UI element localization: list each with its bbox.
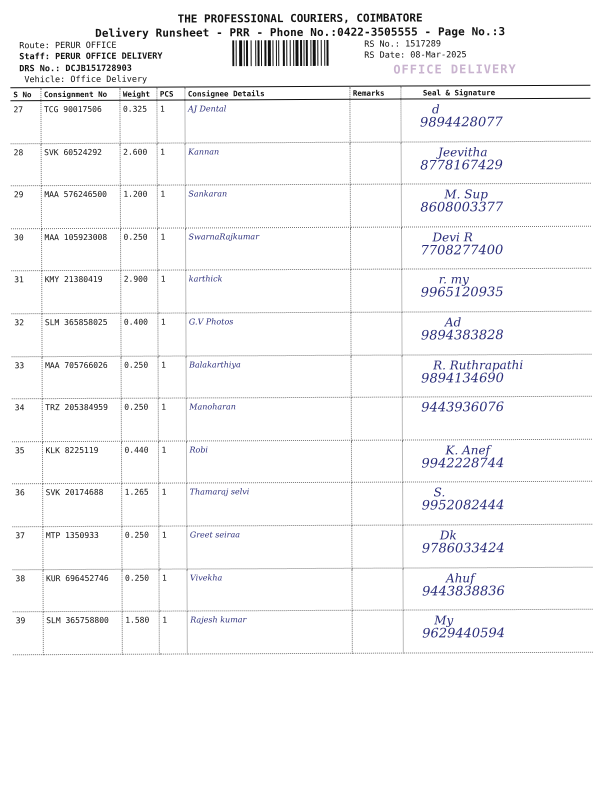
remarks-cell [350,312,401,355]
recipient-phone: 9894428077 [420,115,503,131]
signature-cell [400,98,590,141]
sno-cell: 37 [12,527,42,570]
remarks-cell [351,355,402,398]
recipient-phone: 8778167429 [420,157,503,174]
sno-cell: 38 [12,569,42,612]
weight-cell: 0.250 [121,526,158,569]
barcode-bar [317,40,318,66]
table-row [11,269,591,314]
consignee-name: Thamaraj selvi [186,483,351,526]
pcs-cell: 1 [158,398,186,441]
barcode-bar [306,40,308,66]
consignee-name: Sankaran [185,184,350,227]
pcs-cell: 1 [156,100,184,143]
barcode-bar [257,40,259,66]
recipient-phone: 9965120935 [420,285,504,301]
drs-number: DRS No.: DCJB151728903 [19,63,132,75]
barcode-bar [303,40,304,66]
rs-date: RS Date: 08-Mar-2025 [364,50,467,61]
consignment-number: MAA 105923008 [41,228,120,271]
pcs-cell: 1 [157,270,185,313]
signature-cell [401,141,591,184]
barcode-image [232,40,360,67]
recipient-phone: 9894383828 [420,328,504,344]
signature-scribble: My [434,613,454,628]
remarks-cell [350,227,401,270]
weight-cell: 2.900 [120,271,157,314]
weight-cell: 2.600 [120,143,157,186]
barcode-bar [293,40,294,66]
signature-scribble: K. Anef [445,442,491,458]
table-row [12,439,592,484]
remarks-cell [351,397,402,440]
consignment-number: TRZ 205384959 [42,398,121,441]
col-header-pcs: PCS [156,87,184,100]
table-row [10,98,590,143]
barcode-bar [232,40,234,66]
consignment-number: SVK 20174688 [42,484,121,527]
company-title: THE PROFESSIONAL COURIERS, COIMBATORE [177,11,423,26]
col-header-weight: Weight [119,87,156,100]
signature-scribble: Ad [444,315,462,330]
signature-cell [403,609,593,652]
consignee-name: Kannan [185,142,350,185]
barcode-bar [321,40,322,66]
barcode-bar [295,40,298,66]
consignee-name: Vivekha [186,568,351,611]
barcode-bar [300,40,302,66]
col-header-remarks: Remarks [349,86,400,99]
consignment-number: KMY 21380419 [41,271,120,314]
consignee-name: Greet seiraa [186,525,351,568]
barcode-bar [286,40,287,66]
table-row [12,567,592,612]
barcode-bar [246,40,248,66]
recipient-phone: 9894134690 [421,370,504,387]
signature-cell [402,354,592,397]
pcs-cell: 1 [157,185,185,228]
col-header-signature: Seal & Signature [400,85,590,99]
barcode-bar [255,40,256,66]
table-row [12,396,592,441]
signature-cell [401,311,591,354]
signature-scribble: S. [433,485,446,500]
signature-scribble: Devi R [432,230,473,245]
sno-cell: 35 [12,441,42,484]
consignment-number: MTP 1350933 [42,526,121,569]
weight-cell: 1.200 [120,185,157,228]
pcs-cell: 1 [159,611,187,654]
barcode-bar [264,40,266,66]
barcode-bar [283,40,285,66]
table-row [11,311,591,356]
signature-scribble: d [431,102,440,117]
barcode-bar [310,40,311,66]
signature-cell [402,524,592,567]
consignment-number: TCG 90017506 [40,100,119,143]
signature-scribble: M. Sup [444,187,488,202]
sno-cell: 39 [13,612,43,655]
barcode-bar [251,40,252,66]
table-row [12,482,592,527]
recipient-phone: 9952082444 [421,498,505,514]
remarks-cell [350,269,401,312]
signature-cell [402,439,592,482]
barcode-bar [236,40,237,66]
weight-cell: 0.250 [121,569,158,612]
table-row [13,609,593,654]
remarks-cell [352,610,403,653]
recipient-phone: 9443838836 [422,583,505,600]
sno-cell: 29 [11,186,41,229]
consignment-number: MAA 576246500 [41,185,120,228]
remarks-cell [351,482,402,525]
table-row [12,354,592,399]
consignee-name: SwarnaRajkumar [185,227,350,270]
col-header-consignee: Consignee Details [184,86,349,100]
barcode-bar [268,40,271,66]
consignee-name: AJ Dental [184,99,349,142]
staff-label: Staff: PERUR OFFICE DELIVERY [19,51,163,63]
consignee-name: G.V Photos [185,312,350,355]
barcode-bar [313,40,316,66]
sno-cell: 36 [12,484,42,527]
recipient-phone: 9942228744 [421,455,505,472]
pcs-cell: 1 [158,441,186,484]
barcode-bar [276,40,277,66]
barcode-bar [278,40,279,66]
barcode-bar [272,40,273,66]
signature-cell [401,226,591,269]
pcs-cell: 1 [158,356,186,399]
consignment-number: SLM 365758800 [43,611,122,654]
consignment-table [10,85,592,655]
pcs-cell: 1 [158,526,186,569]
sno-cell: 33 [12,356,42,399]
pcs-cell: 1 [158,483,186,526]
runsheet-title: Delivery Runsheet - PRR - Phone No.:0422-3505555 - Page No.:3 [95,25,506,40]
vehicle-label: Vehicle: Office Delivery [24,74,148,86]
table-row [11,226,591,271]
barcode-bar [261,40,262,66]
sno-cell: 34 [12,399,42,442]
signature-scribble: r. my [438,272,469,287]
consignment-number: KLK 8225119 [42,441,121,484]
signature-scribble: Dk [439,528,457,543]
pcs-cell: 1 [158,569,186,612]
table-row [11,141,591,186]
remarks-cell [351,525,402,568]
remarks-cell [351,568,402,611]
signature-scribble: Jeevitha [438,144,488,159]
weight-cell: 0.440 [121,441,158,484]
rs-number: RS No.: 1517289 [364,39,441,50]
delivery-stamp: OFFICE DELIVERY [393,62,517,77]
table-row [11,183,591,228]
sno-cell: 31 [11,271,41,314]
consignee-name: Robi [186,440,351,483]
consignee-name: Balakarthiya [186,355,351,398]
weight-cell: 0.325 [119,100,156,143]
pcs-cell: 1 [157,143,185,186]
recipient-phone: 7708277400 [420,242,504,259]
pcs-cell: 1 [157,313,185,356]
remarks-cell [349,99,400,142]
weight-cell: 0.400 [120,313,157,356]
signature-cell [402,396,592,439]
signature-cell [401,269,591,312]
consignee-name: karthick [185,270,350,313]
col-header-sno: S No [10,88,40,101]
recipient-phone: 9786033424 [421,541,505,557]
remarks-cell [350,142,401,185]
recipient-phone: 9629440594 [422,626,506,642]
signature-scribble: Ahuf [445,570,475,585]
remarks-cell [351,440,402,483]
sno-cell: 28 [11,143,41,186]
weight-cell: 0.250 [121,398,158,441]
remarks-cell [350,184,401,227]
barcode-bar [239,40,242,66]
consignee-name: Rajesh kumar [187,610,352,653]
signature-cell [402,482,592,525]
signature-cell [401,183,591,226]
barcode-bar [324,40,325,66]
sno-cell: 27 [10,101,40,144]
recipient-phone: 9443936076 [421,400,505,416]
signature-cell [402,567,592,610]
consignment-number: MAA 705766026 [42,356,121,399]
recipient-phone: 8608003377 [420,200,504,216]
weight-cell: 1.580 [122,611,159,654]
weight-cell: 1.265 [121,483,158,526]
table-row [12,524,592,569]
barcode-bar [244,40,245,66]
consignee-name: Manoharan [186,397,351,440]
barcode-bar [326,40,328,66]
consignment-number: KUR 696452746 [42,569,121,612]
route-label: Route: PERUR OFFICE [19,40,117,52]
col-header-consignment: Consignment No [40,87,119,100]
consignment-number: SVK 60524292 [41,143,120,186]
sno-cell: 32 [11,314,41,357]
barcode-bar [290,40,291,66]
consignment-number: SLM 365858025 [41,313,120,356]
weight-cell: 0.250 [121,356,158,399]
weight-cell: 0.250 [120,228,157,271]
signature-scribble: R. Ruthrapathi [433,357,524,372]
pcs-cell: 1 [157,228,185,271]
sno-cell: 30 [11,228,41,271]
